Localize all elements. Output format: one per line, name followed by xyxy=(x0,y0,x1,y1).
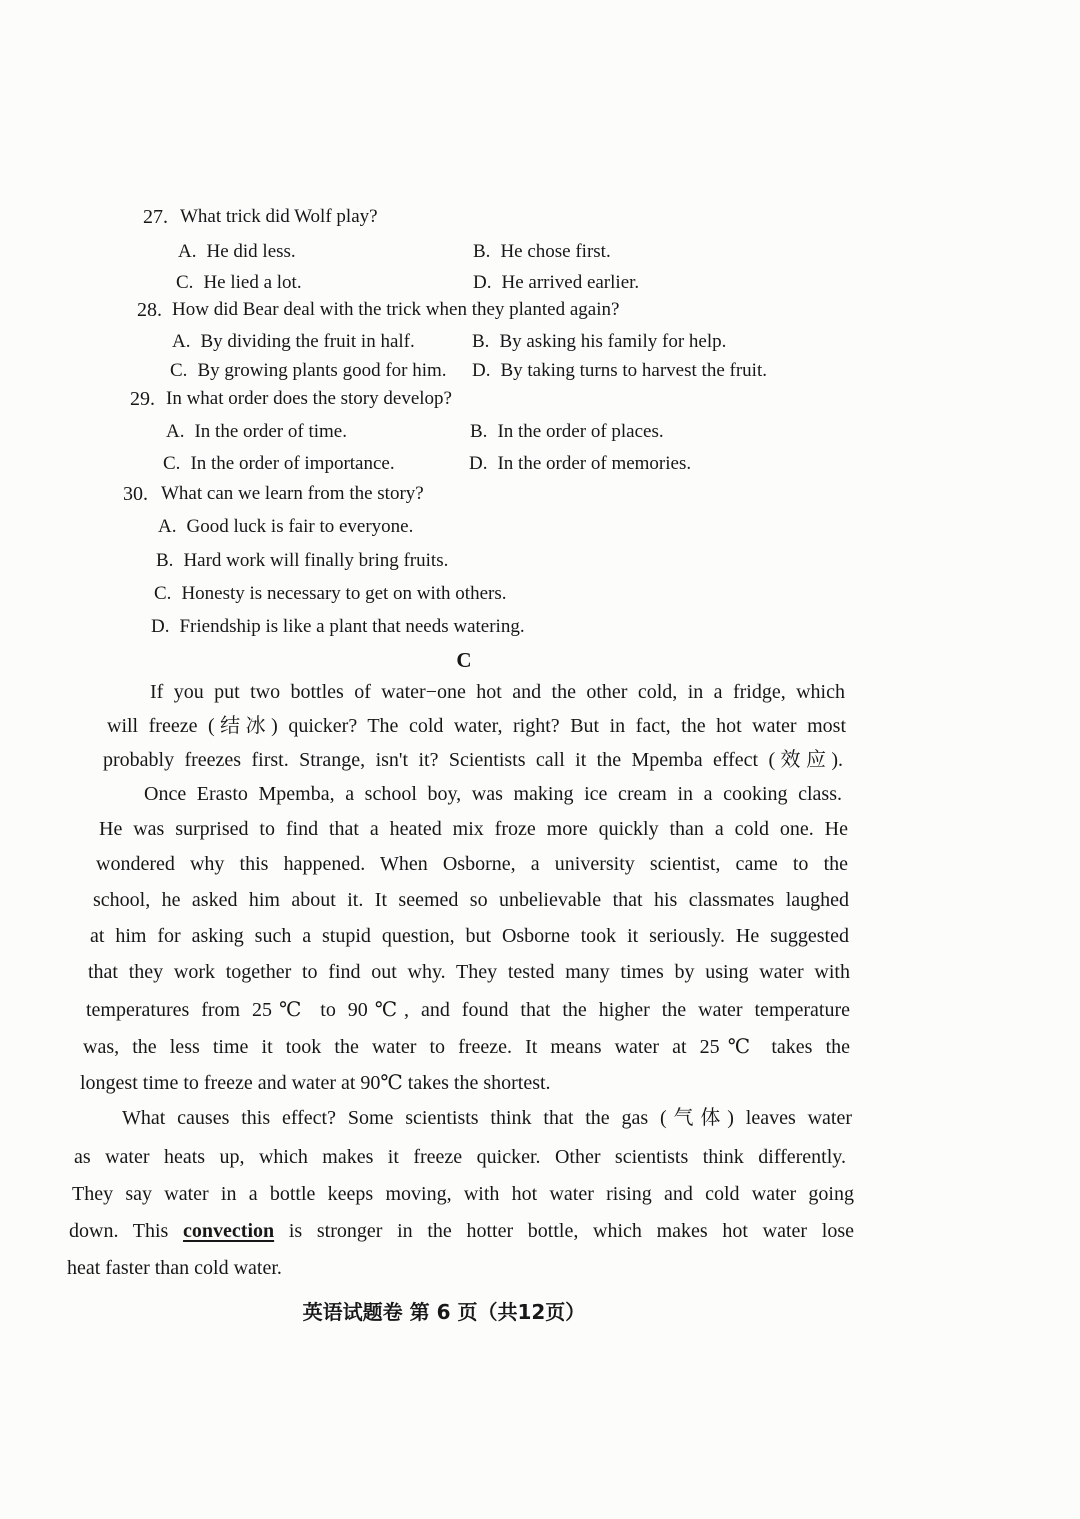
option-text: By dividing the fruit in half. xyxy=(200,331,415,352)
option-text: By growing plants good for him. xyxy=(197,360,447,381)
section-heading: C xyxy=(456,648,472,672)
option-text: By taking turns to harvest the fruit. xyxy=(500,360,767,381)
option-label: B. xyxy=(156,550,174,571)
question-number: 30. xyxy=(123,483,148,505)
option-label: B. xyxy=(470,421,488,442)
option-c xyxy=(163,449,395,479)
passage-line: longest time to freeze and water at 90℃ takes the shortest. xyxy=(80,1072,551,1094)
question-number: 27. xyxy=(143,206,168,228)
question-stem: How did Bear deal with the trick when they planted again? xyxy=(172,299,620,320)
passage-line: If you put two bottles of water−one hot and the other cold, in a fridge, which xyxy=(150,681,845,703)
option-text: In the order of importance. xyxy=(190,453,395,474)
option-label: A. xyxy=(158,516,177,537)
option-label: D. xyxy=(472,360,491,381)
passage-line xyxy=(69,1216,854,1246)
passage-line: temperatures from 25℃ to 90℃, and found that the higher the water temperature xyxy=(86,999,850,1021)
option-c xyxy=(154,579,507,609)
underlined-word: convection xyxy=(183,1220,275,1242)
option-label: C. xyxy=(163,453,181,474)
passage-line: school, he asked him about it. It seemed so unbelievable that his classmates laughed xyxy=(93,889,849,911)
passage-line: Once Erasto Mpemba, a school boy, was making ice cream in a cooking class. xyxy=(144,783,842,805)
option-text: He arrived earlier. xyxy=(501,272,640,293)
option-label: B. xyxy=(473,241,491,262)
passage-line: wondered why this happened. When Osborne, a university scientist, came to the xyxy=(96,853,848,875)
option-d xyxy=(151,612,525,642)
option-text: He did less. xyxy=(206,241,296,262)
passage-line: They say water in a bottle keeps moving, with hot water rising and cold water going xyxy=(72,1183,854,1205)
passage-line: as water heats up, which makes it freeze quicker. Other scientists think differently. xyxy=(74,1146,846,1168)
option-a xyxy=(166,417,347,447)
option-b xyxy=(473,237,611,267)
option-label: B. xyxy=(472,331,490,352)
option-label: A. xyxy=(172,331,191,352)
passage-line: will freeze (结冰) quicker? The cold water, right? But in fact, the hot water most xyxy=(107,715,846,737)
option-text: Honesty is necessary to get on with others. xyxy=(181,583,507,604)
page-footer: 英语试题卷 第 6 页（共12页） xyxy=(302,1300,586,1324)
option-text: By asking his family for help. xyxy=(499,331,727,352)
passage-line: What causes this effect? Some scientists think that the gas (气体) leaves water xyxy=(122,1107,852,1129)
option-c xyxy=(176,268,302,298)
question-stem: What can we learn from the story? xyxy=(161,483,424,504)
option-text: He lied a lot. xyxy=(203,272,302,293)
question-stem: What trick did Wolf play? xyxy=(180,206,378,227)
passage-line: probably freezes first. Strange, isn't it? Scientists call it the Mpemba effect (效应). xyxy=(103,749,843,771)
option-label: D. xyxy=(151,616,170,637)
option-c xyxy=(170,356,447,386)
option-b xyxy=(156,546,448,576)
option-label: C. xyxy=(176,272,194,293)
option-text: He chose first. xyxy=(500,241,611,262)
passage-line: at him for asking such a stupid question, but Osborne took it seriously. He suggested xyxy=(90,925,849,947)
option-label: A. xyxy=(178,241,197,262)
passage-line: that they work together to find out why. They tested many times by using water with xyxy=(88,961,850,983)
option-a xyxy=(172,327,415,357)
option-label: D. xyxy=(469,453,488,474)
option-label: A. xyxy=(166,421,185,442)
option-d xyxy=(472,356,767,386)
option-text: In the order of time. xyxy=(194,421,347,442)
option-label: D. xyxy=(473,272,492,293)
option-label: C. xyxy=(154,583,172,604)
question-number: 29. xyxy=(130,388,155,410)
passage-line: was, the less time it took the water to freeze. It means water at 25℃ takes the xyxy=(83,1036,850,1058)
option-a xyxy=(158,512,413,542)
option-text: Hard work will finally bring fruits. xyxy=(183,550,449,571)
option-d xyxy=(473,268,639,298)
line-text: down. This xyxy=(69,1220,184,1242)
option-a xyxy=(178,237,296,267)
line-text: is stronger in the hotter bottle, which makes hot water lose xyxy=(274,1220,854,1242)
question-stem: In what order does the story develop? xyxy=(166,388,452,409)
option-text: In the order of places. xyxy=(497,421,664,442)
option-b xyxy=(470,417,664,447)
option-label: C. xyxy=(170,360,188,381)
option-text: Friendship is like a plant that needs watering. xyxy=(179,616,525,637)
option-text: In the order of memories. xyxy=(497,453,692,474)
option-b xyxy=(472,327,726,357)
option-d xyxy=(469,449,691,479)
question-number: 28. xyxy=(137,299,162,321)
passage-line: heat faster than cold water. xyxy=(67,1257,282,1279)
passage-line: He was surprised to find that a heated mix froze more quickly than a cold one. He xyxy=(99,818,848,840)
option-text: Good luck is fair to everyone. xyxy=(186,516,414,537)
